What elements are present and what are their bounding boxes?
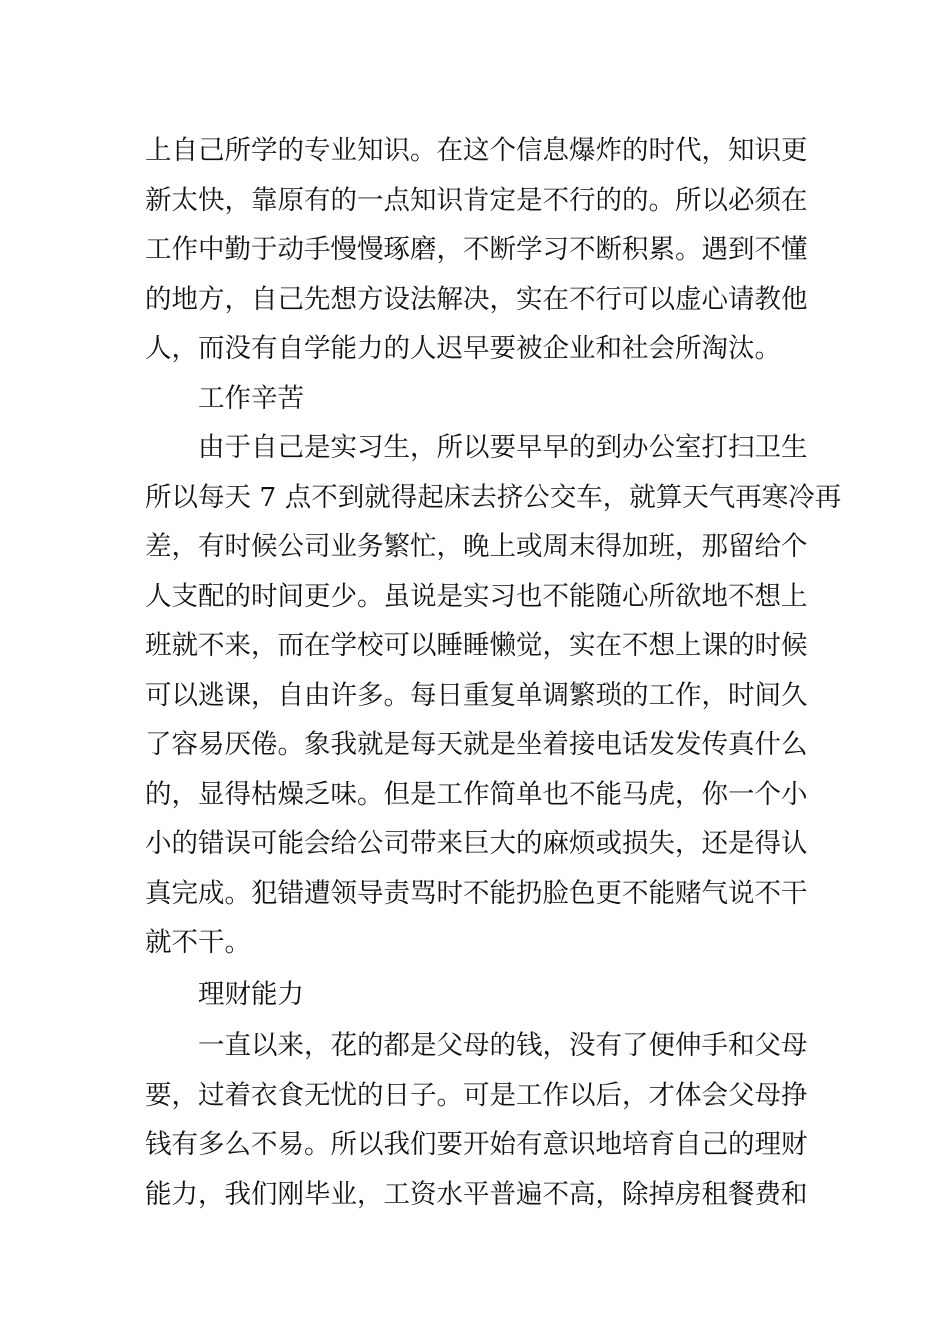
text-line: 由于自己是实习生，所以要早早的到办公室打扫卫生 <box>198 432 808 463</box>
paragraph-self-learning <box>145 126 807 374</box>
text-line: 了容易厌倦。象我就是每天就是坐着接电话发发传真什么 <box>145 729 808 760</box>
text-line: 所以每天 7 点不到就得起床去挤公交车，就算天气再寒冷再 <box>145 481 842 513</box>
text-line: 的地方，自己先想方设法解决，实在不行可以虚心请教他 <box>145 283 808 315</box>
text-line: 工作中勤于动手慢慢琢磨，不断学习不断积累。遇到不懂 <box>145 234 808 265</box>
section-heading: 理财能力 <box>198 979 304 1010</box>
section-heading-hard-work <box>145 374 807 424</box>
text-line: 的，显得枯燥乏味。但是工作简单也不能马虎，你一个小 <box>145 778 808 810</box>
text-line: 人支配的时间更少。虽说是实习也不能随心所欲地不想上 <box>145 580 808 612</box>
text-line: 班就不来，而在学校可以睡睡懒觉，实在不想上课的时候 <box>145 630 808 661</box>
text-line: 上自己所学的专业知识。在这个信息爆炸的时代，知识更 <box>145 135 808 166</box>
text-line: 能力，我们刚毕业，工资水平普遍不高，除掉房租餐费和 <box>145 1178 808 1210</box>
text-line: 要，过着衣食无忧的日子。可是工作以后，才体会父母挣 <box>145 1079 808 1111</box>
text-line: 真完成。犯错遭领导责骂时不能扔脸色更不能赌气说不干 <box>145 877 808 909</box>
text-line: 一直以来，花的都是父母的钱，没有了便伸手和父母 <box>198 1030 808 1061</box>
text-line: 就不干。 <box>145 927 251 958</box>
section-heading-financial <box>145 970 807 1020</box>
text-line: 人，而没有自学能力的人迟早要被企业和社会所淘汰。 <box>145 333 781 364</box>
paragraph-hard-work <box>145 423 842 968</box>
section-heading: 工作辛苦 <box>198 383 304 414</box>
text-line: 新太快，靠原有的一点知识肯定是不行的的。所以必须在 <box>145 184 808 216</box>
text-line: 钱有多么不易。所以我们要开始有意识地培育自己的理财 <box>145 1129 808 1160</box>
paragraph-financial <box>145 1021 807 1219</box>
text-line: 差，有时候公司业务繁忙，晚上或周末得加班，那留给个 <box>145 531 808 562</box>
text-line: 可以逃课，自由许多。每日重复单调繁琐的工作，时间久 <box>145 679 808 711</box>
text-line: 小的错误可能会给公司带来巨大的麻烦或损失，还是得认 <box>145 828 808 859</box>
